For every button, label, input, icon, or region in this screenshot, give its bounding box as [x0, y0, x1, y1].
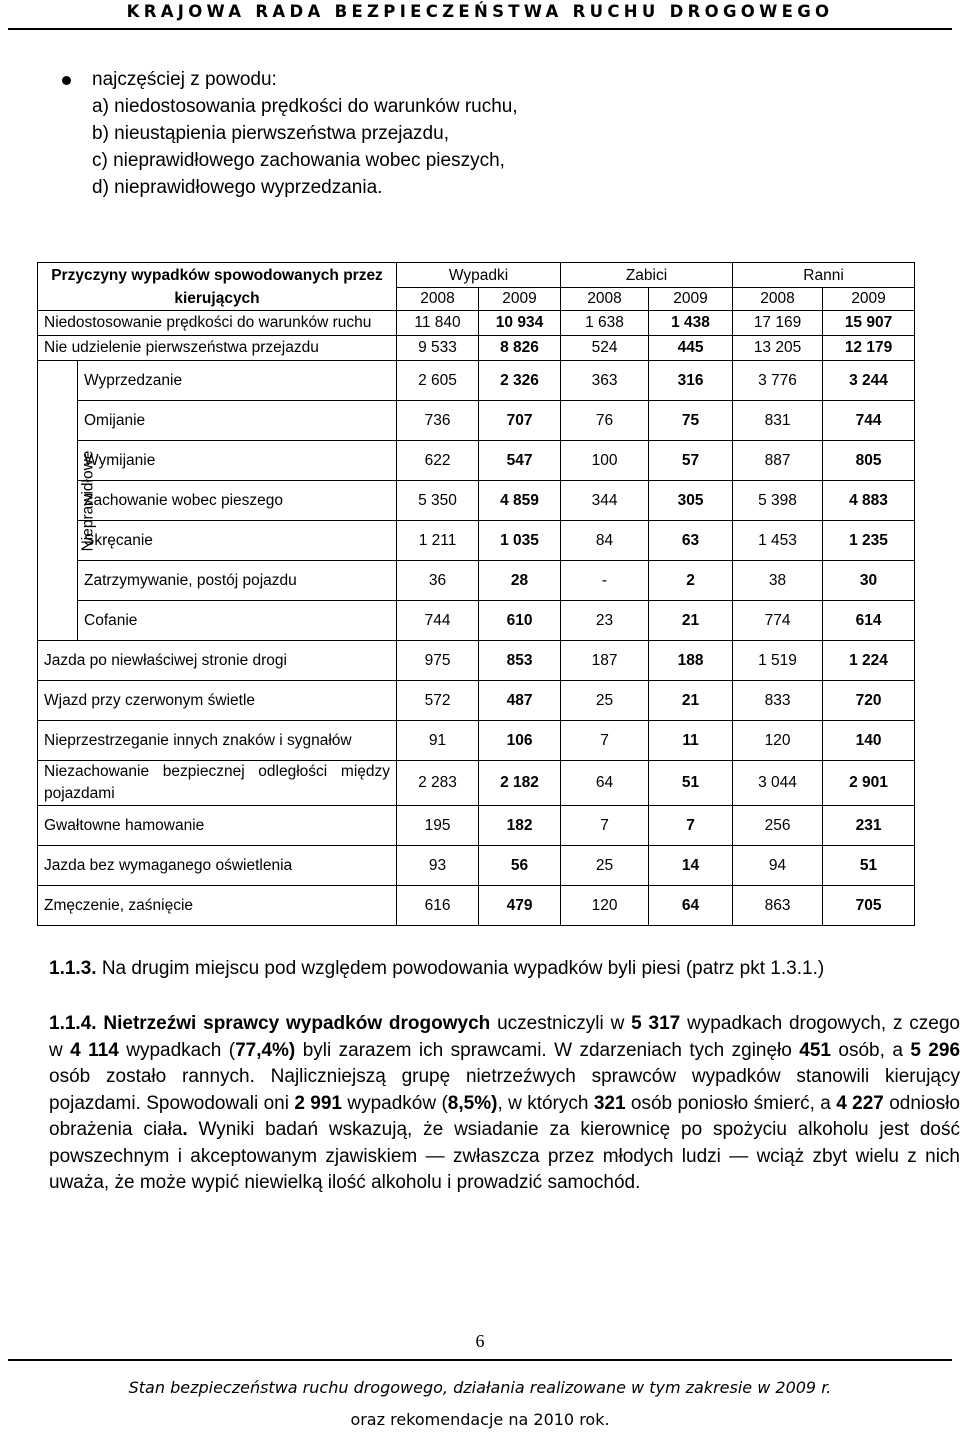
- row-label: Niezachowanie bezpiecznej odległości między pojazdami: [38, 761, 397, 806]
- value-cell: 2 605: [397, 361, 479, 401]
- value-cell: 5 398: [733, 481, 823, 521]
- value-cell: 91: [397, 721, 479, 761]
- bullet-icon: [62, 76, 71, 85]
- value-cell: 51: [649, 761, 733, 806]
- row-label: Nieprzestrzeganie innych znaków i sygnałów: [38, 721, 397, 761]
- value-cell: 25: [561, 846, 649, 886]
- row-label: Zachowanie wobec pieszego: [78, 481, 397, 521]
- row-label: Skręcanie: [78, 521, 397, 561]
- value-cell: 774: [733, 601, 823, 641]
- year-header: 2009: [649, 288, 733, 311]
- text-run: osób poniosło śmierć, a: [625, 1092, 837, 1114]
- value-cell: 3 776: [733, 361, 823, 401]
- value-cell: 106: [479, 721, 561, 761]
- value-cell: 28: [479, 561, 561, 601]
- value-cell: 833: [733, 681, 823, 721]
- value-cell: 64: [561, 761, 649, 806]
- value-cell: 744: [823, 401, 915, 441]
- text-run: uczestniczyli w: [490, 1013, 632, 1034]
- value-cell: 36: [397, 561, 479, 601]
- value-cell: 120: [733, 721, 823, 761]
- row-label: Jazda po niewłaściwej stronie drogi: [38, 641, 397, 681]
- value-cell: 25: [561, 681, 649, 721]
- value-cell: 1 519: [733, 641, 823, 681]
- value-cell: 3 244: [823, 361, 915, 401]
- value-cell: 707: [479, 401, 561, 441]
- group-header-ranni: Ranni: [733, 263, 915, 288]
- accident-causes-table: [37, 262, 915, 926]
- year-header: 2008: [397, 288, 479, 311]
- section-1-1-4: [49, 1011, 960, 1197]
- text-run: byli zarazem ich sprawcami. W zdarzeniach tych zginęło: [295, 1039, 800, 1061]
- value-cell: 56: [479, 846, 561, 886]
- row-label: Zatrzymywanie, postój pojazdu: [78, 561, 397, 601]
- cause-bullet-list: [62, 66, 518, 201]
- table-row: [38, 481, 915, 521]
- stat-value: 321: [593, 1092, 626, 1114]
- value-cell: 1 453: [733, 521, 823, 561]
- footer-divider: [8, 1359, 952, 1361]
- page-number: 6: [475, 1331, 485, 1351]
- row-label: Wymijanie: [78, 441, 397, 481]
- group-header-zabici: Zabici: [561, 263, 733, 288]
- value-cell: 1 211: [397, 521, 479, 561]
- row-label: Cofanie: [78, 601, 397, 641]
- value-cell: 853: [479, 641, 561, 681]
- table-row: [38, 681, 915, 721]
- value-cell: 195: [397, 806, 479, 846]
- text-run: odniosło obrażenia ciała: [49, 1092, 960, 1140]
- year-header: 2009: [823, 288, 915, 311]
- table-row: [38, 601, 915, 641]
- value-cell: 720: [823, 681, 915, 721]
- value-cell: 14: [649, 846, 733, 886]
- value-cell: 975: [397, 641, 479, 681]
- value-cell: 572: [397, 681, 479, 721]
- value-cell: 487: [479, 681, 561, 721]
- table-header-label-line1: Przyczyny wypadków spowodowanych przez: [38, 263, 397, 288]
- value-cell: 2 182: [479, 761, 561, 806]
- text-run: wypadków (: [342, 1092, 448, 1114]
- text-run: wypadkach drogowych, z czego w: [49, 1013, 960, 1061]
- value-cell: 363: [561, 361, 649, 401]
- value-cell: 616: [397, 886, 479, 926]
- value-cell: 187: [561, 641, 649, 681]
- value-cell: 57: [649, 441, 733, 481]
- table-row: [38, 846, 915, 886]
- value-cell: 2 901: [823, 761, 915, 806]
- value-cell: 182: [479, 806, 561, 846]
- value-cell: 256: [733, 806, 823, 846]
- bullet-line: c) nieprawidłowego zachowania wobec pieszych,: [92, 150, 505, 171]
- value-cell: 547: [479, 441, 561, 481]
- value-cell: 305: [649, 481, 733, 521]
- value-cell: 21: [649, 601, 733, 641]
- value-cell: 863: [733, 886, 823, 926]
- value-cell: 13 205: [733, 336, 823, 361]
- value-cell: 76: [561, 401, 649, 441]
- row-label: Wjazd przy czerwonym świetle: [38, 681, 397, 721]
- value-cell: 12 179: [823, 336, 915, 361]
- bullet-line: a) niedostosowania prędkości do warunków ruchu,: [92, 96, 518, 117]
- section-number: 1.1.4.: [49, 1013, 97, 1034]
- row-label: Omijanie: [78, 401, 397, 441]
- group-header-wypadki: Wypadki: [397, 263, 561, 288]
- value-cell: 344: [561, 481, 649, 521]
- table-row: [38, 521, 915, 561]
- value-cell: 3 044: [733, 761, 823, 806]
- value-cell: 805: [823, 441, 915, 481]
- value-cell: 1 035: [479, 521, 561, 561]
- table-row: [38, 441, 915, 481]
- value-cell: 705: [823, 886, 915, 926]
- stat-value: 8,5%): [447, 1092, 498, 1114]
- table-row: [38, 761, 915, 806]
- group-label-nieprawidlowe: [38, 361, 97, 641]
- value-cell: 5 350: [397, 481, 479, 521]
- value-cell: 744: [397, 601, 479, 641]
- table-row: [38, 806, 915, 846]
- header-divider: [8, 28, 952, 30]
- table-row: [38, 361, 915, 401]
- row-label: Nie udzielenie pierwszeństwa przejazdu: [38, 336, 397, 361]
- table-header-label-line2: kierujących: [38, 288, 397, 311]
- row-label: Gwałtowne hamowanie: [38, 806, 397, 846]
- stat-value: 4 114: [70, 1039, 119, 1061]
- text-run: wypadkach (: [118, 1039, 236, 1061]
- stat-value: .: [182, 1119, 188, 1140]
- value-cell: 9 533: [397, 336, 479, 361]
- year-header: 2009: [479, 288, 561, 311]
- value-cell: 100: [561, 441, 649, 481]
- section-number: 1.1.3.: [49, 958, 97, 979]
- value-cell: 23: [561, 601, 649, 641]
- value-cell: 51: [823, 846, 915, 886]
- stat-value: 451: [799, 1039, 831, 1061]
- footer-line-2: oraz rekomendacje na 2010 rok.: [350, 1410, 610, 1429]
- value-cell: 445: [649, 336, 733, 361]
- table-row: [38, 721, 915, 761]
- value-cell: 4 883: [823, 481, 915, 521]
- row-label: Wyprzedzanie: [78, 361, 397, 401]
- value-cell: 1 438: [649, 311, 733, 336]
- year-header: 2008: [733, 288, 823, 311]
- value-cell: 622: [397, 441, 479, 481]
- value-cell: 7: [561, 806, 649, 846]
- document-header-title: KRAJOWA RADA BEZPIECZEŃSTWA RUCHU DROGOWEGO: [126, 2, 834, 21]
- section-1-1-3: [49, 956, 960, 983]
- table-row: [38, 336, 915, 361]
- value-cell: 140: [823, 721, 915, 761]
- value-cell: 831: [733, 401, 823, 441]
- value-cell: 15 907: [823, 311, 915, 336]
- text-run: osób, a: [830, 1039, 911, 1061]
- text-run: , w których: [497, 1092, 594, 1114]
- text-run: osób zostało rannych. Najliczniejszą grupę nietrzeźwych sprawców wypadków stanowili kierujący pojazdami. Spowodowali oni: [49, 1066, 960, 1114]
- value-cell: 2: [649, 561, 733, 601]
- value-cell: 1 638: [561, 311, 649, 336]
- bullet-line: najczęściej z powodu:: [92, 69, 277, 90]
- stat-value: 5 296: [910, 1039, 960, 1061]
- value-cell: 4 859: [479, 481, 561, 521]
- year-header: 2008: [561, 288, 649, 311]
- table-row: [38, 561, 915, 601]
- stat-value: 4 227: [836, 1092, 884, 1114]
- table-row: [38, 311, 915, 336]
- section-text: Na drugim miejscu pod względem powodowania wypadków byli piesi (patrz pkt 1.3.1.): [101, 958, 825, 979]
- value-cell: 11 840: [397, 311, 479, 336]
- table-row: [38, 886, 915, 926]
- vertical-label-text: Nieprawidłowe: [79, 450, 97, 551]
- text-run: Wyniki badań wskazują, że wsiadanie za kierownicę po spożyciu alkoholu jest dość powszechnym i akceptowanym zjawiskiem — zwłaszcza przez młodych ludzi — wciąż zbyt wielu z nich uważa, że może wypić niewielką ilość alkoholu i prowadzić samochód.: [49, 1119, 960, 1193]
- value-cell: 2 326: [479, 361, 561, 401]
- value-cell: 7: [649, 806, 733, 846]
- value-cell: 887: [733, 441, 823, 481]
- table-row: [38, 401, 915, 441]
- value-cell: 736: [397, 401, 479, 441]
- value-cell: 94: [733, 846, 823, 886]
- value-cell: 75: [649, 401, 733, 441]
- value-cell: 38: [733, 561, 823, 601]
- value-cell: 84: [561, 521, 649, 561]
- value-cell: 479: [479, 886, 561, 926]
- value-cell: 11: [649, 721, 733, 761]
- stat-value: 5 317: [631, 1013, 681, 1034]
- value-cell: 7: [561, 721, 649, 761]
- stat-value: 2 991: [294, 1092, 342, 1114]
- value-cell: 17 169: [733, 311, 823, 336]
- table-row: [38, 641, 915, 681]
- value-cell: 610: [479, 601, 561, 641]
- value-cell: 2 283: [397, 761, 479, 806]
- value-cell: 93: [397, 846, 479, 886]
- value-cell: 8 826: [479, 336, 561, 361]
- value-cell: 316: [649, 361, 733, 401]
- row-label: Niedostosowanie prędkości do warunków ruchu: [38, 311, 397, 336]
- footer-line-1: Stan bezpieczeństwa ruchu drogowego, działania realizowane w tym zakresie w 2009 r.: [128, 1378, 832, 1397]
- value-cell: 231: [823, 806, 915, 846]
- value-cell: -: [561, 561, 649, 601]
- stat-value: 77,4%): [235, 1039, 296, 1061]
- value-cell: 10 934: [479, 311, 561, 336]
- value-cell: 63: [649, 521, 733, 561]
- value-cell: 524: [561, 336, 649, 361]
- value-cell: 614: [823, 601, 915, 641]
- value-cell: 30: [823, 561, 915, 601]
- row-label: Jazda bez wymaganego oświetlenia: [38, 846, 397, 886]
- value-cell: 1 224: [823, 641, 915, 681]
- bullet-line: d) nieprawidłowego wyprzedzania.: [92, 177, 383, 198]
- bullet-line: b) nieustąpienia pierwszeństwa przejazdu,: [92, 123, 449, 144]
- value-cell: 120: [561, 886, 649, 926]
- row-label: Zmęczenie, zaśnięcie: [38, 886, 397, 926]
- value-cell: 1 235: [823, 521, 915, 561]
- section-bold-intro: Nietrzeźwi sprawcy wypadków drogowych: [103, 1013, 491, 1034]
- value-cell: 188: [649, 641, 733, 681]
- value-cell: 64: [649, 886, 733, 926]
- value-cell: 21: [649, 681, 733, 721]
